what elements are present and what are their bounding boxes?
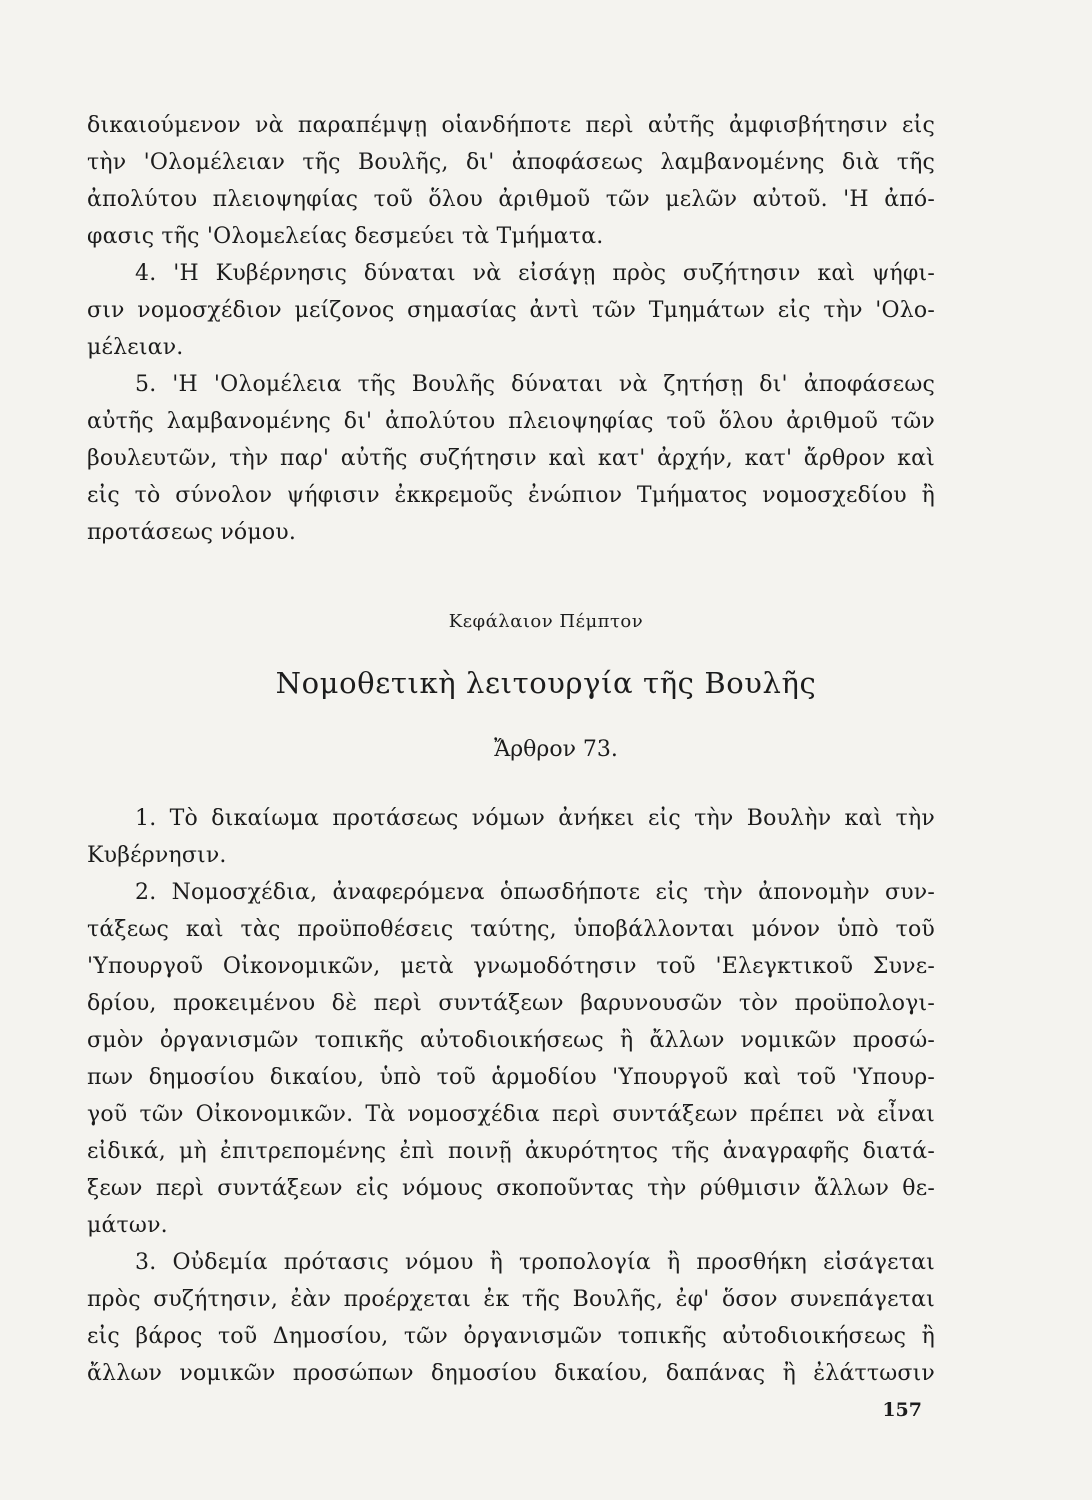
article-paragraphs [87, 800, 935, 1392]
text-line: 2. Νομοσχέδια, ἀναφερόμενα ὁπωσδήποτε εἰς τὴν ἀπονομὴν συν- [135, 880, 935, 905]
text-line: 5. 'Η 'Ολομέλεια τῆς Βουλῆς δύναται νὰ ζητήσῃ δι' ἀποφάσεως [135, 372, 935, 397]
text-line: σμὸν ὀργανισμῶν τοπικῆς αὐτοδιοικήσεως ἢ ἄλλων νομικῶν προσώ- [87, 1028, 935, 1053]
chapter-title: Νομοθετικὴ λειτουργία τῆς Βουλῆς [275, 666, 817, 700]
text-line: γοῦ τῶν Οἰκονομικῶν. Τὰ νομοσχέδια περὶ συντάξεων πρέπει νὰ εἶναι [87, 1102, 935, 1127]
text-line: ξεων περὶ συντάξεων εἰς νόμους σκοποῦντας τὴν ρύθμισιν ἄλλων θε- [87, 1176, 935, 1201]
text-line: πρὸς συζήτησιν, ἐὰν προέρχεται ἐκ τῆς Βουλῆς, ἐφ' ὅσον συνεπάγεται [87, 1287, 935, 1312]
article-heading: Ἄρθρον 73. [494, 737, 618, 762]
text-line: δρίου, προκειμένου δὲ περὶ συντάξεων βαρυνουσῶν τὸν προϋπολογι- [87, 991, 935, 1016]
text-line: αὐτῆς λαμβανομένης δι' ἀπολύτου πλειοψηφίας τοῦ ὅλου ἀριθμοῦ τῶν [87, 409, 935, 434]
text-line: ἄλλων νομικῶν προσώπων δημοσίου δικαίου, δαπάνας ἢ ἐλάττωσιν [87, 1361, 935, 1386]
text-line: σιν νομοσχέδιον μείζονος σημασίας ἀντὶ τῶν Τμημάτων εἰς τὴν 'Ολο- [87, 298, 935, 323]
text-line: 1. Τὸ δικαίωμα προτάσεως νόμων ἀνήκει εἰς τὴν Βουλὴν καὶ τὴν [135, 806, 935, 831]
text-line: εἰς βάρος τοῦ Δημοσίου, τῶν ὀργανισμῶν τοπικῆς αὐτοδιοικήσεως ἢ [87, 1324, 935, 1349]
top-paragraphs [87, 107, 935, 551]
chapter-label: Κεφάλαιον Πέμπτον [448, 611, 644, 632]
text-line: προτάσεως νόμου. [87, 520, 297, 545]
text-line: Κυβέρνησιν. [87, 843, 227, 868]
text-line: μέλειαν. [87, 335, 184, 360]
text-line: 'Υπουργοῦ Οἰκονομικῶν, μετὰ γνωμοδότησιν τοῦ 'Ελεγκτικοῦ Συνε- [87, 954, 935, 979]
text-line: εἰδικά, μὴ ἐπιτρεπομένης ἐπὶ ποινῇ ἀκυρότητος τῆς ἀναγραφῆς διατά- [87, 1139, 935, 1164]
text-line: 3. Οὐδεμία πρότασις νόμου ἢ τροπολογία ἢ προσθήκη εἰσάγεται [135, 1250, 935, 1275]
text-line: 4. 'Η Κυβέρνησις δύναται νὰ εἰσάγῃ πρὸς συζήτησιν καὶ ψήφι- [135, 261, 935, 286]
page-number: 157 [882, 1399, 922, 1421]
text-line: τὴν 'Ολομέλειαν τῆς Βουλῆς, δι' ἀποφάσεως λαμβανομένης διὰ τῆς [87, 150, 935, 175]
text-line: τάξεως καὶ τὰς προϋποθέσεις ταύτης, ὑποβάλλονται μόνον ὑπὸ τοῦ [87, 917, 935, 942]
text-line: πων δημοσίου δικαίου, ὑπὸ τοῦ ἁρμοδίου 'Υπουργοῦ καὶ τοῦ 'Υπουρ- [87, 1065, 935, 1090]
text-line: μάτων. [87, 1213, 168, 1238]
text-line: φασις τῆς 'Ολομελείας δεσμεύει τὰ Τμήματα. [87, 224, 604, 249]
text-line: δικαιούμενον νὰ παραπέμψῃ οἱανδήποτε περὶ αὐτῆς ἀμφισβήτησιν εἰς [87, 113, 935, 138]
text-line: βουλευτῶν, τὴν παρ' αὐτῆς συζήτησιν καὶ κατ' ἀρχήν, κατ' ἄρθρον καὶ [87, 446, 935, 471]
text-line: ἀπολύτου πλειοψηφίας τοῦ ὅλου ἀριθμοῦ τῶν μελῶν αὐτοῦ. 'Η ἀπό- [87, 187, 935, 212]
text-line: εἰς τὸ σύνολον ψήφισιν ἐκκρεμοῦς ἐνώπιον Τμήματος νομοσχεδίου ἢ [87, 483, 935, 508]
